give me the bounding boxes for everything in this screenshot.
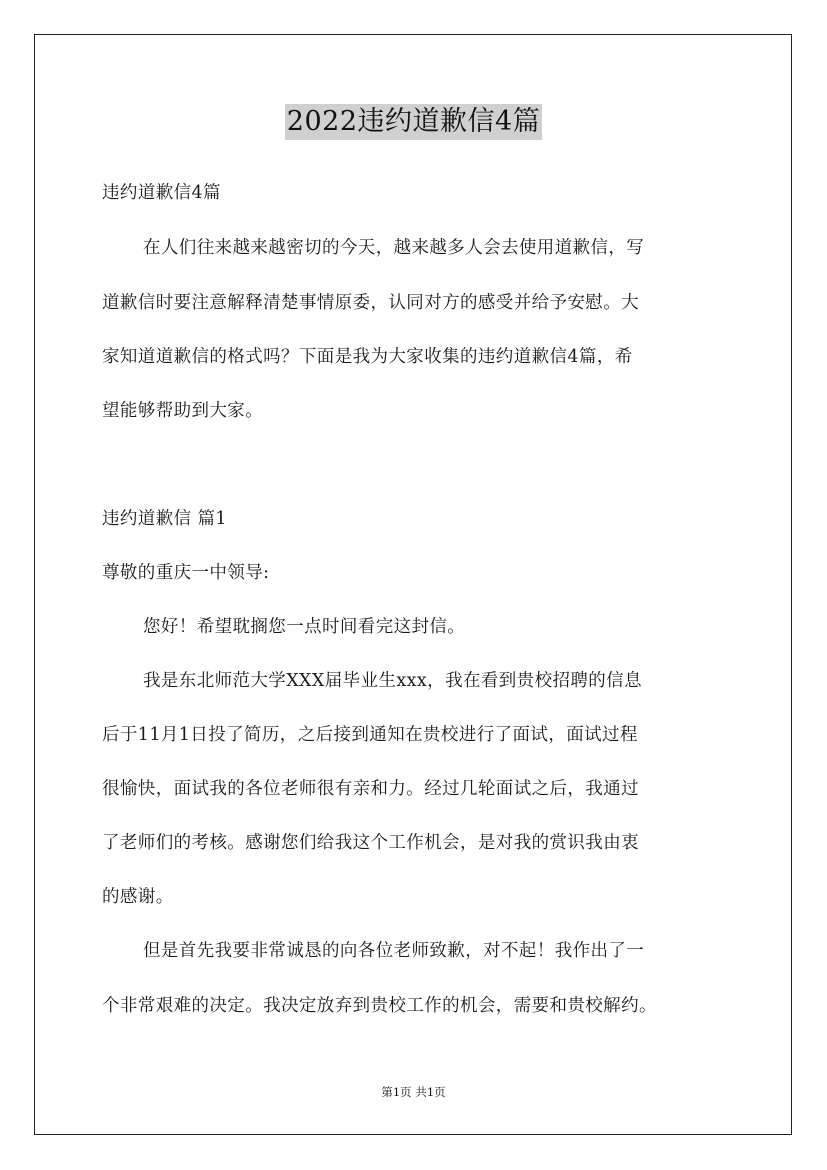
salutation: 尊敬的重庆一中领导:	[102, 563, 270, 583]
document-subtitle: 违约道歉信4篇	[102, 183, 221, 203]
paragraph1-line-1: 我是东北师范大学XXX届毕业生xxx，我在看到贵校招聘的信息	[143, 671, 642, 691]
greeting: 您好！希望耽搁您一点时间看完这封信。	[143, 617, 466, 637]
intro-line-3: 家知道道歉信的格式吗？下面是我为大家收集的违约道歉信4篇，希	[102, 347, 633, 367]
paragraph1-line-3: 很愉快，面试我的各位老师很有亲和力。经过几轮面试之后，我通过	[102, 779, 639, 799]
intro-line-2: 道歉信时要注意解释清楚事情原委，认同对方的感受并给予安慰。大	[102, 293, 639, 313]
page-number: 第1页 共1页	[381, 1085, 446, 1099]
paragraph2-line-1: 但是首先我要非常诚恳的向各位老师致歉，对不起！我作出了一	[143, 941, 645, 961]
title-container	[0, 104, 827, 140]
paragraph1-line-4: 了老师们的考核。感谢您们给我这个工作机会，是对我的赏识我由衷	[102, 833, 639, 853]
paragraph1-line-2: 后于11月1日投了简历，之后接到通知在贵校进行了面试，面试过程	[102, 725, 638, 745]
intro-line-4: 望能够帮助到大家。	[102, 401, 264, 421]
paragraph1-line-5: 的感谢。	[102, 887, 174, 907]
intro-line-1: 在人们往来越来越密切的今天，越来越多人会去使用道歉信，写	[143, 238, 645, 258]
section-heading: 违约道歉信 篇1	[102, 509, 227, 529]
document-title: 2022违约道歉信4篇	[285, 104, 542, 140]
paragraph2-line-2: 个非常艰难的决定。我决定放弃到贵校工作的机会，需要和贵校解约。	[102, 996, 657, 1016]
